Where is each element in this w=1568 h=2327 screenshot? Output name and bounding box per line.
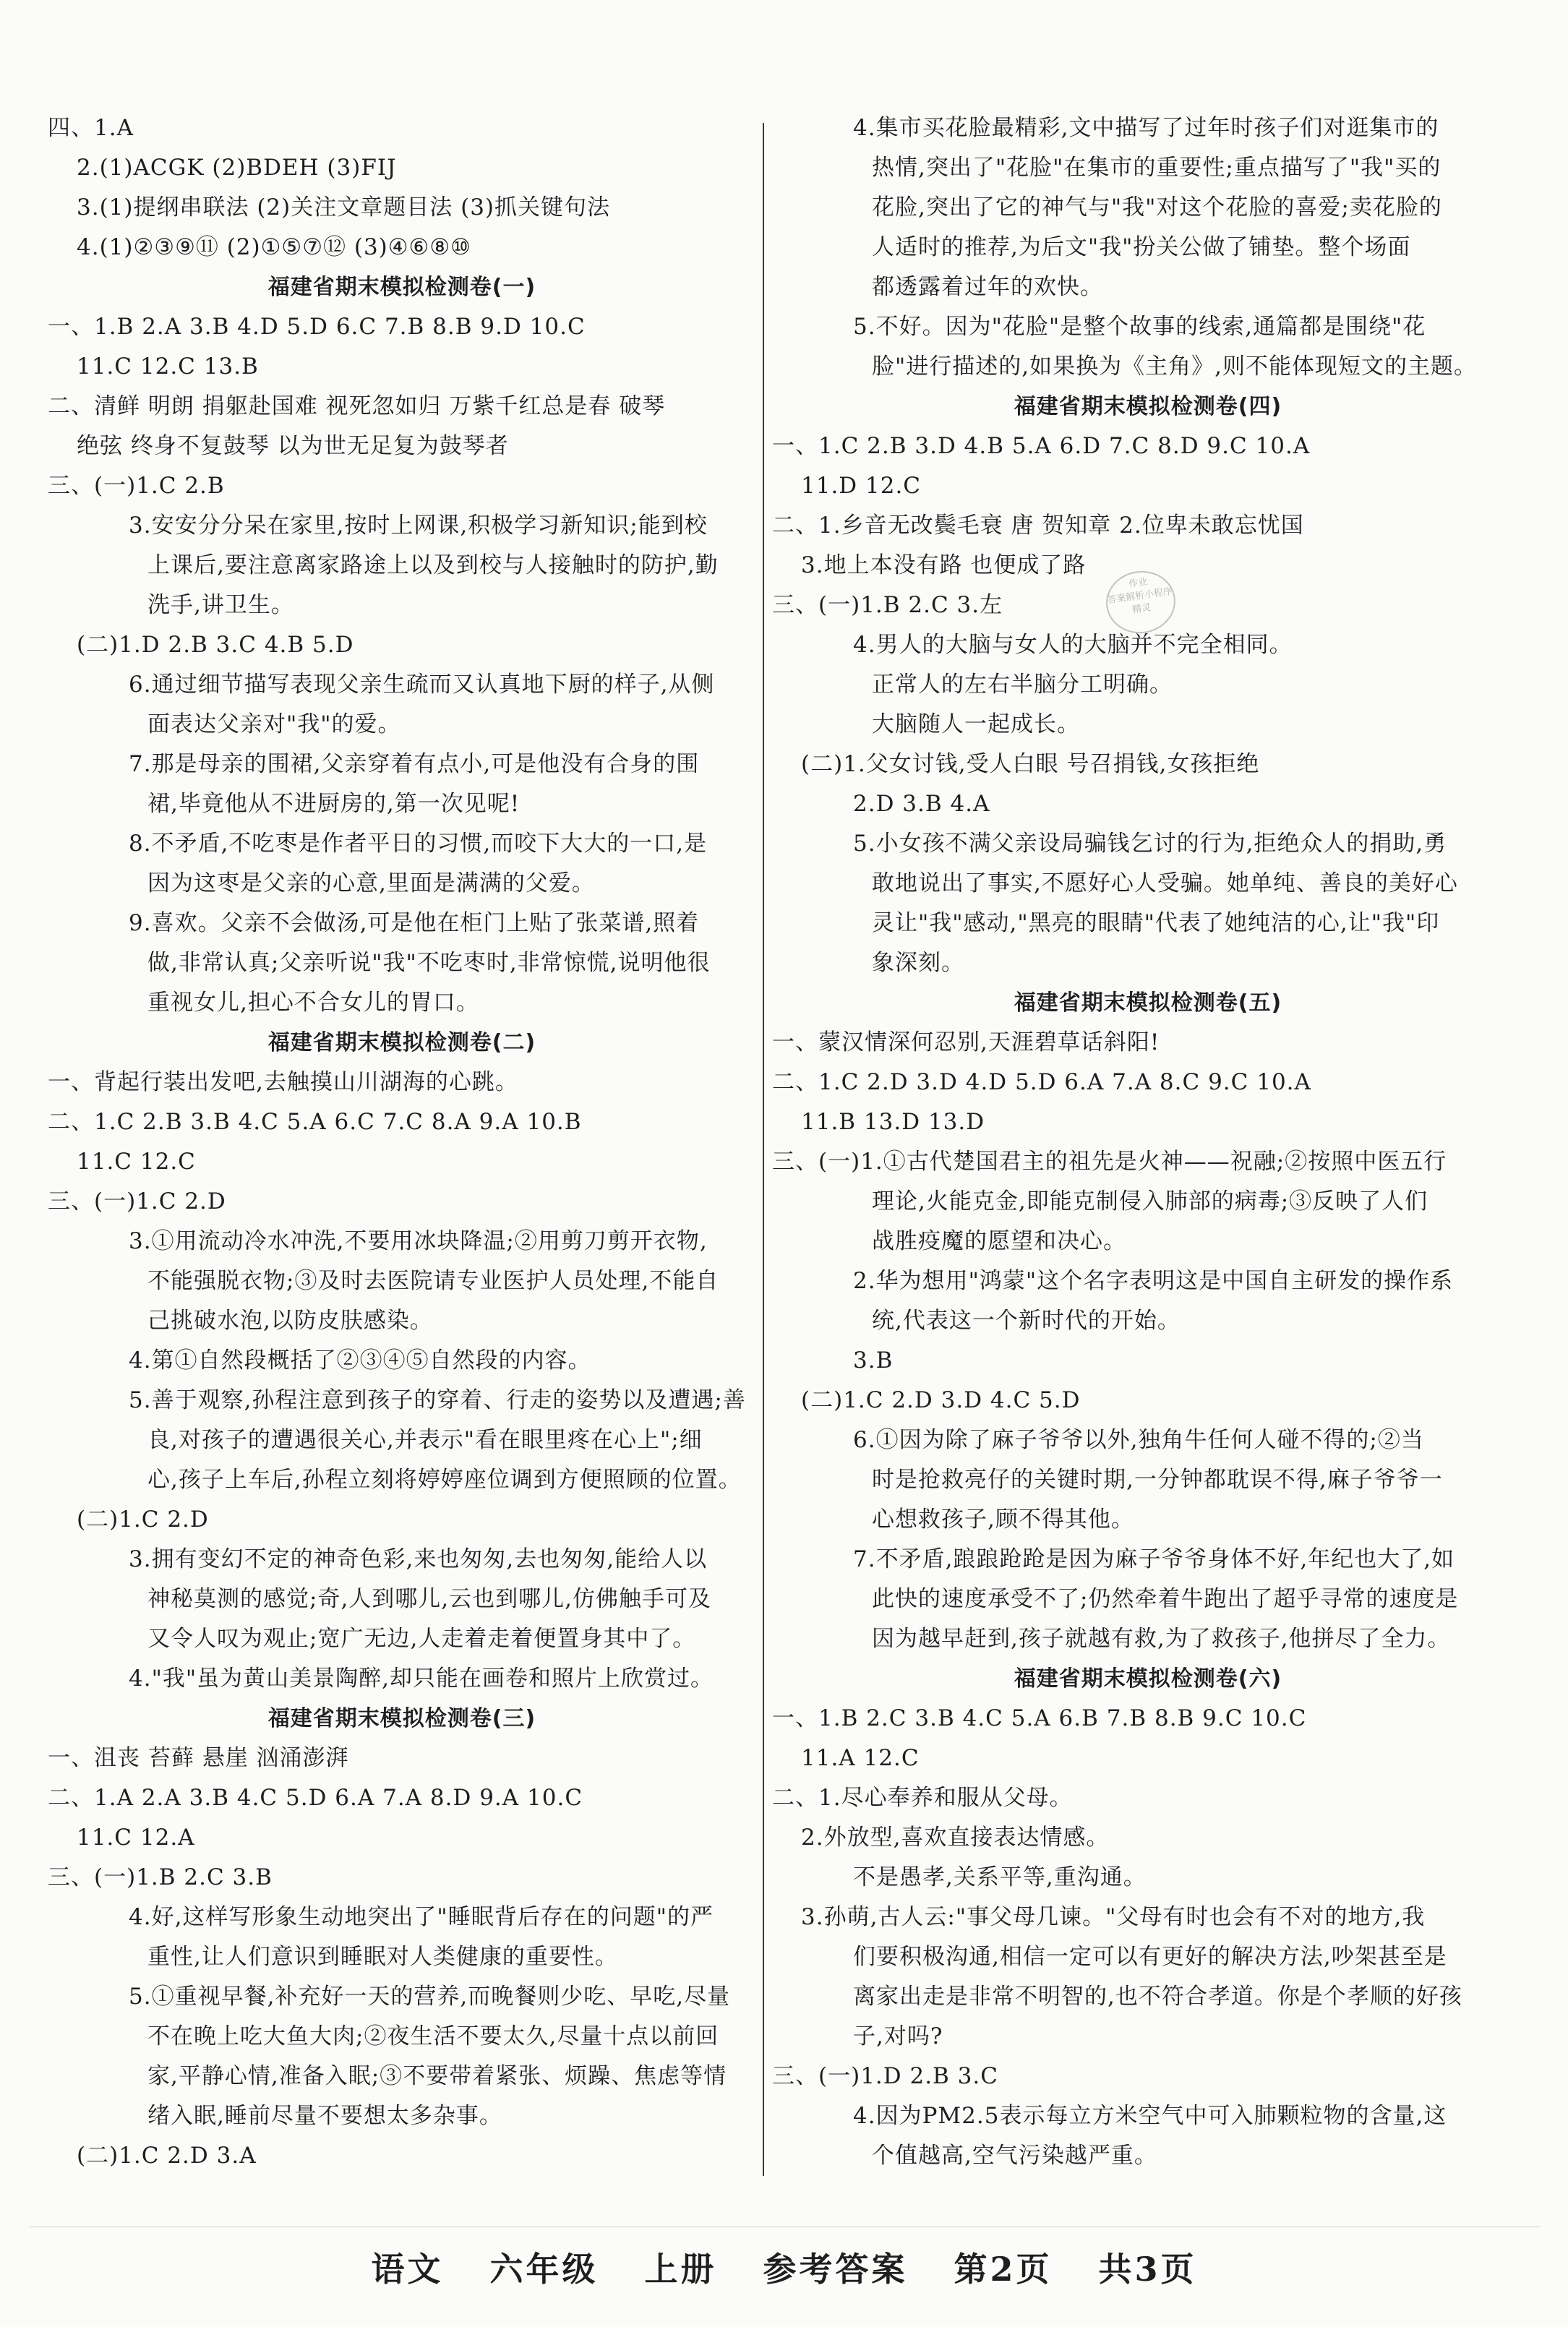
answer-line: 8.不矛盾,不吃枣是作者平日的习惯,而咬下大大的一口,是 bbox=[129, 831, 708, 857]
answer-line: 5.①重视早餐,补充好一天的营养,而晚餐则少吃、早吃,尽量 bbox=[129, 1984, 731, 2010]
answer-line: 4."我"虽为黄山美景陶醉,却只能在画卷和照片上欣赏过。 bbox=[129, 1666, 714, 1692]
answer-line: 做,非常认真;父亲听说"我"不吃枣时,非常惊慌,说明他很 bbox=[147, 950, 711, 976]
left-answer-column bbox=[48, 108, 756, 2176]
answer-line: 个值越高,空气污染越严重。 bbox=[872, 2143, 1157, 2169]
answer-line: 不能强脱衣物;③及时去医院请专业医护人员处理,不能自 bbox=[147, 1268, 719, 1294]
answer-line: 热情,突出了"花脸"在集市的重要性;重点描写了"我"买的 bbox=[872, 155, 1441, 181]
answer-line: 3.拥有变幻不定的神奇色彩,来也匆匆,去也匆匆,能给人以 bbox=[129, 1546, 708, 1572]
answer-line: 绪入眠,睡前尽量不要想太多杂事。 bbox=[147, 2103, 502, 2129]
answer-line: 3.孙萌,古人云:"事父母几谏。"父母有时也会有不对的地方,我 bbox=[801, 1904, 1426, 1930]
answer-line: (二)1.C 2.D 3.A bbox=[77, 2143, 257, 2169]
answer-line: 6.①因为除了麻子爷爷以外,独角牛任何人碰不得的;②当 bbox=[853, 1427, 1424, 1453]
answer-line: 2.D 3.B 4.A bbox=[853, 791, 990, 817]
answer-line: 重视女儿,担心不合女儿的胃口。 bbox=[147, 990, 479, 1016]
answer-line: (二)1.C 2.D bbox=[77, 1507, 209, 1533]
answer-line: 6.通过细节描写表现父亲生疏而又认真地下厨的样子,从侧 bbox=[129, 672, 715, 698]
answer-line: 象深刻。 bbox=[872, 950, 964, 976]
answer-line: 灵让"我"感动,"黑亮的眼睛"代表了她纯洁的心,让"我"印 bbox=[872, 910, 1440, 936]
answer-line: 三、(一)1.D 2.B 3.C bbox=[772, 2063, 998, 2089]
answer-line: 11.D 12.C bbox=[801, 473, 922, 499]
answer-line: (二)1.父女讨钱,受人白眼 号召捐钱,女孩拒绝 bbox=[801, 751, 1260, 777]
answer-line: 3.安安分分呆在家里,按时上网课,积极学习新知识;能到校 bbox=[129, 513, 708, 539]
answer-line: 3.地上本没有路 也便成了路 bbox=[801, 552, 1087, 578]
answer-line: 二、1.乡音无改鬓毛衰 唐 贺知章 2.位卑未敢忘忧国 bbox=[772, 513, 1304, 539]
answer-line: 4.因为PM2.5表示每立方米空气中可入肺颗粒物的含量,这 bbox=[853, 2103, 1447, 2129]
answer-line: 一、1.B 2.C 3.B 4.C 5.A 6.B 7.B 8.B 9.C 10.C bbox=[772, 1705, 1307, 1731]
answer-line: 因为这枣是父亲的心意,里面是满满的父爱。 bbox=[147, 870, 595, 896]
answer-line: 一、1.C 2.B 3.D 4.B 5.A 6.D 7.C 8.D 9.C 10.A bbox=[772, 433, 1311, 459]
answer-line: 7.那是母亲的围裙,父亲穿着有点小,可是他没有合身的围 bbox=[129, 751, 700, 777]
answer-line: 11.C 12.C bbox=[77, 1149, 196, 1175]
answer-line: 重性,让人们意识到睡眠对人类健康的重要性。 bbox=[147, 1944, 618, 1970]
answer-line: 上课后,要注意离家路途上以及到校与人接触时的防护,勤 bbox=[147, 552, 719, 578]
answer-line: 三、(一)1.C 2.D bbox=[48, 1188, 226, 1214]
answer-line: 5.不好。因为"花脸"是整个故事的线索,通篇都是围绕"花 bbox=[853, 314, 1426, 340]
answer-line: 二、1.C 2.B 3.B 4.C 5.A 6.C 7.C 8.A 9.A 10.B bbox=[48, 1109, 582, 1135]
answer-line: 11.B 13.D 13.D bbox=[801, 1109, 985, 1135]
answer-line: 时是抢救亮仔的关键时期,一分钟都耽误不得,麻子爷爷一 bbox=[872, 1467, 1443, 1493]
section-heading: 福建省期末模拟检测卷(二) bbox=[267, 1030, 536, 1055]
answer-line: 2.华为想用"鸿蒙"这个名字表明这是中国自主研发的操作系 bbox=[853, 1268, 1454, 1294]
answer-line: 大脑随人一起成长。 bbox=[872, 711, 1080, 737]
answer-line: 11.A 12.C bbox=[801, 1745, 920, 1771]
answer-line: 7.不矛盾,踉踉跄跄是因为麻子爷爷身体不好,年纪也大了,如 bbox=[853, 1546, 1455, 1572]
answer-line: 心想救孩子,顾不得其他。 bbox=[872, 1507, 1134, 1533]
answer-line: 子,对吗? bbox=[853, 2023, 943, 2049]
answer-line: 3.B bbox=[853, 1347, 894, 1374]
right-answer-column bbox=[772, 108, 1524, 2176]
answer-line: 4.好,这样写形象生动地突出了"睡眠背后存在的问题"的严 bbox=[129, 1904, 714, 1930]
footer-subject: 语文 bbox=[371, 2250, 444, 2289]
answer-line: 四、1.A bbox=[48, 115, 134, 141]
answer-line: 心,孩子上车后,孙程立刻将婷婷座位调到方便照顾的位置。 bbox=[147, 1467, 742, 1493]
answer-line: 11.C 12.A bbox=[77, 1825, 195, 1851]
answer-line: 不是愚孝,关系平等,重沟通。 bbox=[853, 1864, 1147, 1890]
page-footer bbox=[0, 2243, 1568, 2291]
answer-line: 统,代表这一个新时代的开始。 bbox=[872, 1308, 1181, 1334]
section-heading: 福建省期末模拟检测卷(六) bbox=[1014, 1666, 1282, 1692]
answer-line: 二、清鲜 明朗 捐躯赴国难 视死忽如归 万紫千红总是春 破琴 bbox=[48, 393, 666, 419]
answer-line: 花脸,突出了它的神气与"我"对这个花脸的喜爱;卖花脸的 bbox=[872, 194, 1442, 220]
answer-line: 裙,毕竟他从不进厨房的,第一次见呢! bbox=[147, 791, 520, 817]
footer-volume: 上册 bbox=[644, 2250, 717, 2289]
answer-line: 不在晚上吃大鱼大肉;②夜生活不要太久,尽量十点以前回 bbox=[147, 2023, 719, 2049]
answer-line: 此快的速度承受不了;仍然牵着牛跑出了超乎寻常的速度是 bbox=[872, 1586, 1459, 1612]
answer-line: 三、(一)1.B 2.C 3.左 bbox=[772, 592, 1003, 618]
answer-line: 4.男人的大脑与女人的大脑并不完全相同。 bbox=[853, 632, 1293, 658]
answer-line: 绝弦 终身不复鼓琴 以为世无足复为鼓琴者 bbox=[77, 433, 509, 459]
answer-line: 一、背起行装出发吧,去触摸山川湖海的心跳。 bbox=[48, 1069, 518, 1095]
footer-total-pages: 共3页 bbox=[1098, 2250, 1197, 2289]
answer-line: 一、1.B 2.A 3.B 4.D 5.D 6.C 7.B 8.B 9.D 10.C bbox=[48, 314, 586, 340]
answer-line: 2.(1)ACGK (2)BDEH (3)FIJ bbox=[77, 155, 397, 181]
answer-line: 理论,火能克金,即能克制侵入肺部的病毒;③反映了人们 bbox=[872, 1188, 1428, 1214]
answer-line: 离家出走是非常不明智的,也不符合孝道。你是个孝顺的好孩 bbox=[853, 1984, 1462, 2010]
answer-line: 因为越早赶到,孩子就越有救,为了救孩子,他拼尽了全力。 bbox=[872, 1626, 1451, 1652]
footer-page-number: 第2页 bbox=[954, 2250, 1053, 2289]
answer-line: 5.善于观察,孙程注意到孩子的穿着、行走的姿势以及遭遇;善 bbox=[129, 1387, 746, 1413]
answer-line: 二、1.A 2.A 3.B 4.C 5.D 6.A 7.A 8.D 9.A 10.C bbox=[48, 1785, 583, 1811]
answer-line: 二、1.C 2.D 3.D 4.D 5.D 6.A 7.A 8.C 9.C 10.A bbox=[772, 1069, 1311, 1095]
answer-line: 9.喜欢。父亲不会做汤,可是他在柜门上贴了张菜谱,照着 bbox=[129, 910, 700, 936]
answer-line: 4.集市买花脸最精彩,文中描写了过年时孩子们对逛集市的 bbox=[853, 115, 1439, 141]
answer-line: 2.外放型,喜欢直接表达情感。 bbox=[801, 1825, 1110, 1851]
answer-line: 神秘莫测的感觉;奇,人到哪儿,云也到哪儿,仿佛触手可及 bbox=[147, 1586, 712, 1612]
answer-line: 脸"进行描述的,如果换为《主角》,则不能体现短文的主题。 bbox=[872, 353, 1477, 380]
answer-line: 家,平静心情,准备入眠;③不要带着紧张、烦躁、焦虑等情 bbox=[147, 2063, 727, 2089]
section-heading: 福建省期末模拟检测卷(四) bbox=[1014, 394, 1282, 419]
answer-line: 一、沮丧 苔藓 悬崖 汹涌澎湃 bbox=[48, 1745, 349, 1771]
answer-line: (二)1.C 2.D 3.D 4.C 5.D bbox=[801, 1387, 1081, 1413]
column-divider bbox=[763, 123, 764, 2176]
stamp-line: 答案解析小程序 bbox=[1106, 586, 1173, 607]
answer-line: 战胜疫魔的愿望和决心。 bbox=[872, 1228, 1126, 1254]
answer-line: 敢地说出了事实,不愿好心人受骗。她单纯、善良的美好心 bbox=[872, 870, 1458, 896]
answer-line: 都透露着过年的欢快。 bbox=[872, 274, 1103, 300]
section-heading: 福建省期末模拟检测卷(一) bbox=[267, 275, 536, 300]
footer-grade: 六年级 bbox=[489, 2250, 599, 2289]
answer-line: 良,对孩子的遭遇很关心,并表示"看在眼里疼在心上";细 bbox=[147, 1427, 703, 1453]
answer-line: 3.①用流动冷水冲洗,不要用冰块降温;②用剪刀剪开衣物, bbox=[129, 1228, 708, 1254]
answer-line: 4.(1)②③⑨⑪ (2)①⑤⑦⑫ (3)④⑥⑧⑩ bbox=[77, 234, 471, 260]
stamp-line: 作业 bbox=[1128, 576, 1149, 590]
answer-line: 3.(1)提纲串联法 (2)关注文章题目法 (3)抓关键句法 bbox=[77, 194, 611, 220]
answer-line: 三、(一)1.①古代楚国君主的祖先是火神——祝融;②按照中医五行 bbox=[772, 1149, 1447, 1175]
answer-line: 正常人的左右半脑分工明确。 bbox=[872, 672, 1173, 698]
answer-line: 人适时的推荐,为后文"我"扮关公做了铺垫。整个场面 bbox=[872, 234, 1411, 260]
answer-line: 又令人叹为观止;宽广无边,人走着走着便置身其中了。 bbox=[147, 1626, 696, 1652]
answer-line: (二)1.D 2.B 3.C 4.B 5.D bbox=[77, 632, 354, 658]
answer-line: 三、(一)1.C 2.B bbox=[48, 473, 225, 499]
footer-label: 参考答案 bbox=[763, 2250, 908, 2289]
answer-line: 洗手,讲卫生。 bbox=[147, 592, 294, 618]
answer-line: 5.小女孩不满父亲设局骗钱乞讨的行为,拒绝众人的捐助,勇 bbox=[853, 831, 1447, 857]
answer-line: 一、蒙汉情深何忍别,天涯碧草话斜阳! bbox=[772, 1029, 1160, 1055]
answer-line: 面表达父亲对"我"的爱。 bbox=[147, 711, 401, 737]
answer-line: 三、(一)1.B 2.C 3.B bbox=[48, 1864, 273, 1890]
answer-line: 4.第①自然段概括了②③④⑤自然段的内容。 bbox=[129, 1347, 591, 1374]
stamp-line: 精灵 bbox=[1131, 602, 1152, 616]
answer-line: 二、1.尽心奉养和服从父母。 bbox=[772, 1785, 1073, 1811]
section-heading: 福建省期末模拟检测卷(三) bbox=[267, 1706, 536, 1731]
answer-line: 们要积极沟通,相信一定可以有更好的解决方法,吵架甚至是 bbox=[853, 1944, 1447, 1970]
section-heading: 福建省期末模拟检测卷(五) bbox=[1014, 990, 1282, 1016]
answer-line: 11.C 12.C 13.B bbox=[77, 353, 259, 380]
answer-line: 己挑破水泡,以防皮肤感染。 bbox=[147, 1308, 433, 1334]
